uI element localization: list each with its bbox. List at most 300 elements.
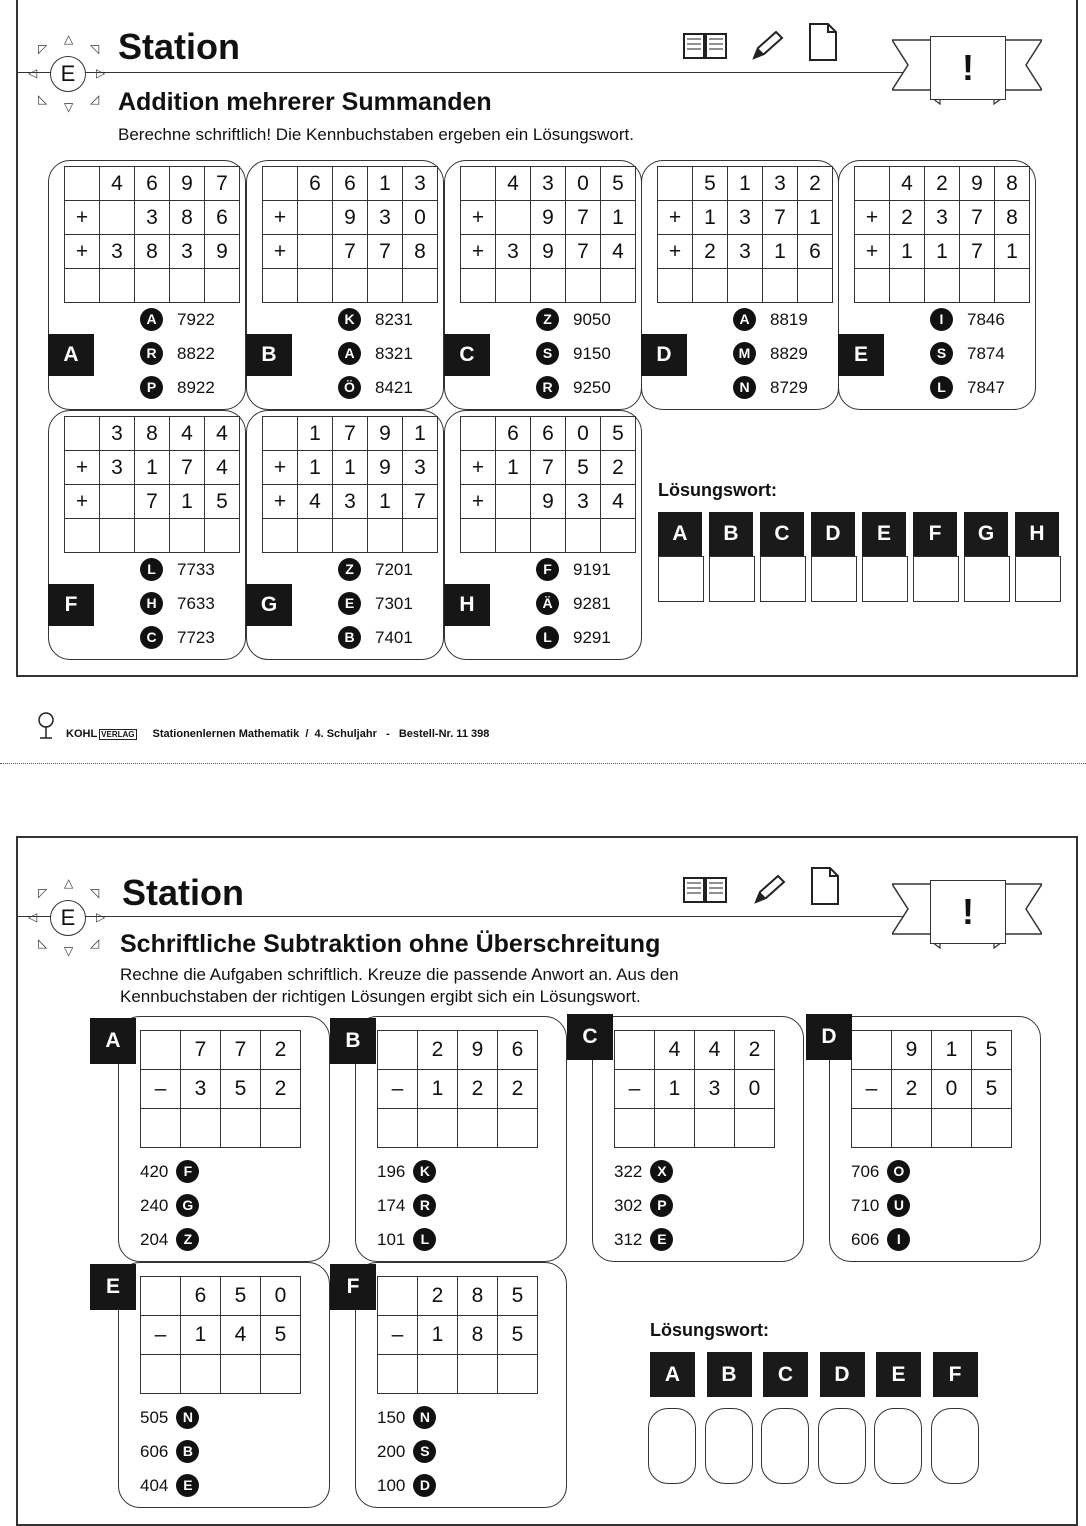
- digit-cell: 5: [972, 1070, 1012, 1109]
- book-icon: [682, 874, 728, 906]
- digit-cell: 1: [925, 235, 960, 269]
- answer-cell[interactable]: [181, 1355, 221, 1394]
- option-letter-badge: E: [338, 592, 361, 615]
- option-value: 606: [851, 1229, 880, 1249]
- banner-mark: !: [930, 880, 1006, 944]
- answer-option[interactable]: [338, 592, 413, 615]
- answer-cell[interactable]: [461, 519, 496, 553]
- answer-cell[interactable]: [221, 1355, 261, 1394]
- option-value: 7301: [375, 593, 413, 613]
- option-letter-badge: X: [650, 1160, 673, 1183]
- answer-option[interactable]: [140, 342, 215, 365]
- digit-cell: 5: [601, 167, 636, 201]
- answer-cell[interactable]: [458, 1355, 498, 1394]
- answer-option[interactable]: [614, 1228, 673, 1251]
- answer-cell[interactable]: [601, 519, 636, 553]
- tree-logo-icon: [34, 712, 64, 740]
- answer-cell[interactable]: [261, 1355, 301, 1394]
- answer-option[interactable]: [377, 1194, 436, 1217]
- answer-cell[interactable]: [498, 1355, 538, 1394]
- task-label: C: [444, 334, 490, 376]
- option-letter-badge: P: [140, 376, 163, 399]
- option-letter-badge: R: [536, 376, 559, 399]
- solution-letter-box[interactable]: [648, 1408, 696, 1484]
- digit-cell: 9: [960, 167, 995, 201]
- answer-cell[interactable]: [531, 519, 566, 553]
- option-letter-badge: A: [733, 308, 756, 331]
- answer-option[interactable]: [851, 1194, 910, 1217]
- solution-letter-box[interactable]: [658, 556, 704, 602]
- answer-cell[interactable]: [378, 1355, 418, 1394]
- answer-cell[interactable]: [298, 519, 333, 553]
- answer-cell[interactable]: [925, 269, 960, 303]
- answer-cell[interactable]: [655, 1109, 695, 1148]
- digit-cell: 3: [170, 235, 205, 269]
- digit-cell: 2: [261, 1070, 301, 1109]
- digit-cell: 0: [566, 167, 601, 201]
- digit-cell: 3: [531, 167, 566, 201]
- option-letter-badge: R: [413, 1194, 436, 1217]
- digit-cell: 7: [333, 235, 368, 269]
- digit-cell: 3: [368, 201, 403, 235]
- answer-cell[interactable]: [932, 1109, 972, 1148]
- digit-cell: 1: [418, 1316, 458, 1355]
- instruction-text: Berechne schriftlich! Die Kennbuchstaben ergeben ein Lösungswort.: [118, 125, 634, 144]
- answer-option[interactable]: [140, 1194, 199, 1217]
- digit-cell: 1: [728, 167, 763, 201]
- addition-grid: [262, 416, 438, 553]
- option-value: 7847: [967, 377, 1005, 397]
- answer-cell[interactable]: [205, 269, 240, 303]
- option-letter-badge: Z: [176, 1228, 199, 1251]
- answer-option[interactable]: [140, 558, 215, 581]
- option-letter-badge: L: [140, 558, 163, 581]
- option-letter-badge: E: [176, 1474, 199, 1497]
- digit-cell: 4: [890, 167, 925, 201]
- solution-letter-box[interactable]: [874, 1408, 922, 1484]
- digit-cell: [100, 201, 135, 235]
- solution-letter-box[interactable]: [964, 556, 1010, 602]
- answer-option[interactable]: [733, 308, 808, 331]
- digit-cell: 1: [181, 1316, 221, 1355]
- digit-cell: [378, 1031, 418, 1070]
- answer-cell[interactable]: [221, 1109, 261, 1148]
- digit-cell: 3: [100, 235, 135, 269]
- answer-option[interactable]: [338, 626, 413, 649]
- answer-cell[interactable]: [403, 519, 438, 553]
- solution-letter-header: C: [760, 512, 804, 556]
- digit-cell: 5: [261, 1316, 301, 1355]
- digit-cell: 6: [798, 235, 833, 269]
- answer-option[interactable]: [536, 376, 611, 399]
- digit-cell: 8: [458, 1316, 498, 1355]
- answer-cell[interactable]: [65, 519, 100, 553]
- publisher-tag: VERLAG: [101, 730, 135, 739]
- sheet-subtitle: Addition mehrerer Summanden: [118, 88, 492, 116]
- option-value: 7874: [967, 343, 1005, 363]
- digit-cell: 9: [531, 235, 566, 269]
- answer-option[interactable]: [140, 1228, 199, 1251]
- option-letter-badge: K: [338, 308, 361, 331]
- digit-cell: +: [461, 485, 496, 519]
- answer-cell[interactable]: [615, 1109, 655, 1148]
- task-label: D: [806, 1014, 852, 1060]
- option-letter-badge: G: [176, 1194, 199, 1217]
- option-value: 240: [140, 1195, 169, 1215]
- digit-cell: +: [263, 235, 298, 269]
- answer-cell[interactable]: [695, 1109, 735, 1148]
- digit-cell: 7: [403, 485, 438, 519]
- station-letter: E: [50, 56, 86, 92]
- option-letter-badge: E: [650, 1228, 673, 1251]
- answer-cell[interactable]: [141, 1355, 181, 1394]
- digit-cell: 6: [496, 417, 531, 451]
- solution-letter-header: A: [650, 1352, 695, 1397]
- answer-cell[interactable]: [403, 269, 438, 303]
- digit-cell: 3: [135, 201, 170, 235]
- answer-cell[interactable]: [960, 269, 995, 303]
- digit-cell: 5: [566, 451, 601, 485]
- digit-cell: 7: [763, 201, 798, 235]
- answer-cell[interactable]: [658, 269, 693, 303]
- digit-cell: 3: [403, 167, 438, 201]
- answer-cell[interactable]: [566, 519, 601, 553]
- option-letter-badge: Ö: [338, 376, 361, 399]
- option-letter-badge: N: [733, 376, 756, 399]
- option-letter-badge: R: [140, 342, 163, 365]
- digit-cell: 3: [925, 201, 960, 235]
- answer-cell[interactable]: [205, 519, 240, 553]
- answer-cell[interactable]: [498, 1109, 538, 1148]
- subtraction-grid: [377, 1030, 538, 1148]
- answer-cell[interactable]: [65, 269, 100, 303]
- answer-option[interactable]: [930, 342, 1005, 365]
- banner-mark: !: [930, 36, 1006, 100]
- answer-option[interactable]: [338, 342, 413, 365]
- task-label: F: [330, 1264, 376, 1310]
- digit-cell: 3: [728, 201, 763, 235]
- answer-cell[interactable]: [728, 269, 763, 303]
- answer-cell[interactable]: [890, 269, 925, 303]
- banner-ribbon: [892, 24, 1042, 114]
- answer-cell[interactable]: [261, 1109, 301, 1148]
- answer-option[interactable]: [140, 376, 215, 399]
- task-label: E: [90, 1264, 136, 1310]
- option-letter-badge: B: [338, 626, 361, 649]
- digit-cell: 1: [333, 451, 368, 485]
- answer-option[interactable]: [614, 1160, 673, 1183]
- solution-letter-header: C: [763, 1352, 808, 1397]
- digit-cell: 4: [170, 417, 205, 451]
- answer-option[interactable]: [140, 1440, 199, 1463]
- digit-cell: [852, 1031, 892, 1070]
- answer-cell[interactable]: [170, 519, 205, 553]
- digit-cell: 1: [995, 235, 1030, 269]
- answer-cell[interactable]: [458, 1109, 498, 1148]
- option-letter-badge: N: [176, 1406, 199, 1429]
- answer-cell[interactable]: [496, 519, 531, 553]
- solution-letter-box[interactable]: [761, 1408, 809, 1484]
- digit-cell: 6: [205, 201, 240, 235]
- option-letter-badge: I: [930, 308, 953, 331]
- digit-cell: 8: [135, 235, 170, 269]
- answer-option[interactable]: [338, 308, 413, 331]
- instruction-line-1: Rechne die Aufgaben schriftlich. Kreuze die passende Anwort an. Aus den: [120, 965, 679, 984]
- answer-cell[interactable]: [496, 269, 531, 303]
- task-label: B: [330, 1018, 376, 1064]
- task-label: B: [246, 334, 292, 376]
- digit-cell: 3: [695, 1070, 735, 1109]
- digit-cell: +: [65, 485, 100, 519]
- answer-option[interactable]: [930, 376, 1005, 399]
- publisher-name: KOHL: [66, 728, 98, 740]
- answer-cell[interactable]: [263, 519, 298, 553]
- option-letter-badge: L: [413, 1228, 436, 1251]
- option-letter-badge: K: [413, 1160, 436, 1183]
- answer-cell[interactable]: [333, 519, 368, 553]
- digit-cell: [100, 485, 135, 519]
- digit-cell: 7: [960, 235, 995, 269]
- answer-cell[interactable]: [135, 269, 170, 303]
- cut-line: [0, 763, 1086, 764]
- option-value: 200: [377, 1441, 406, 1461]
- digit-cell: 8: [458, 1277, 498, 1316]
- station-sun-badge: △ ▽ ◁ ▷ ◸ ◹ ◺ ◿ E: [28, 32, 106, 114]
- answer-cell[interactable]: [135, 519, 170, 553]
- solution-letter-box[interactable]: [862, 556, 908, 602]
- answer-cell[interactable]: [100, 269, 135, 303]
- answer-option[interactable]: [140, 1406, 199, 1429]
- option-value: 7846: [967, 309, 1005, 329]
- digit-cell: +: [263, 451, 298, 485]
- answer-cell[interactable]: [892, 1109, 932, 1148]
- digit-cell: 3: [100, 451, 135, 485]
- option-value: 710: [851, 1195, 880, 1215]
- answer-cell[interactable]: [855, 269, 890, 303]
- answer-option[interactable]: [851, 1160, 910, 1183]
- digit-cell: 1: [368, 167, 403, 201]
- digit-cell: 5: [972, 1031, 1012, 1070]
- answer-option[interactable]: [140, 308, 215, 331]
- answer-option[interactable]: [536, 308, 611, 331]
- footer-text: Stationenlernen Mathematik / 4. Schuljahr - Bestell-Nr. 11 398: [152, 728, 490, 740]
- answer-cell[interactable]: [378, 1109, 418, 1148]
- answer-cell[interactable]: [995, 269, 1030, 303]
- option-value: 196: [377, 1161, 406, 1181]
- digit-cell: 5: [498, 1277, 538, 1316]
- answer-cell[interactable]: [181, 1109, 221, 1148]
- answer-option[interactable]: [851, 1228, 910, 1251]
- solution-letter-box[interactable]: [913, 556, 959, 602]
- digit-cell: 6: [531, 417, 566, 451]
- digit-cell: 8: [403, 235, 438, 269]
- answer-option[interactable]: [733, 342, 808, 365]
- solution-letter-box[interactable]: [760, 556, 806, 602]
- digit-cell: [263, 417, 298, 451]
- answer-option[interactable]: [614, 1194, 673, 1217]
- option-value: 7201: [375, 559, 413, 579]
- digit-cell: 4: [655, 1031, 695, 1070]
- digit-cell: 5: [205, 485, 240, 519]
- option-value: 9191: [573, 559, 611, 579]
- digit-cell: 1: [496, 451, 531, 485]
- answer-option[interactable]: [536, 592, 611, 615]
- answer-option[interactable]: [536, 342, 611, 365]
- answer-option[interactable]: [733, 376, 808, 399]
- digit-cell: 1: [601, 201, 636, 235]
- answer-option[interactable]: [377, 1160, 436, 1183]
- digit-cell: 1: [298, 451, 333, 485]
- option-letter-badge: Ä: [536, 592, 559, 615]
- digit-cell: 9: [531, 485, 566, 519]
- option-value: 9150: [573, 343, 611, 363]
- answer-cell[interactable]: [418, 1355, 458, 1394]
- digit-cell: 3: [403, 451, 438, 485]
- answer-cell[interactable]: [461, 269, 496, 303]
- digit-cell: 5: [221, 1070, 261, 1109]
- digit-cell: 9: [458, 1031, 498, 1070]
- subtraction-grid: [851, 1030, 1012, 1148]
- solution-letter-box[interactable]: [705, 1408, 753, 1484]
- answer-cell[interactable]: [798, 269, 833, 303]
- digit-cell: 7: [221, 1031, 261, 1070]
- addition-grid: [262, 166, 438, 303]
- digit-cell: 5: [693, 167, 728, 201]
- answer-option[interactable]: [377, 1228, 436, 1251]
- answer-cell[interactable]: [333, 269, 368, 303]
- option-value: 8829: [770, 343, 808, 363]
- addition-grid: [460, 166, 636, 303]
- option-value: 7922: [177, 309, 215, 329]
- task-label: F: [48, 584, 94, 626]
- digit-cell: 7: [368, 235, 403, 269]
- digit-cell: +: [658, 235, 693, 269]
- answer-option[interactable]: [377, 1406, 436, 1429]
- answer-cell[interactable]: [263, 269, 298, 303]
- digit-cell: 7: [205, 167, 240, 201]
- option-value: 302: [614, 1195, 643, 1215]
- answer-cell[interactable]: [418, 1109, 458, 1148]
- solution-letter-header: G: [964, 512, 1008, 556]
- document-icon: [810, 866, 840, 906]
- digit-cell: +: [65, 451, 100, 485]
- solution-letter-box[interactable]: [709, 556, 755, 602]
- answer-cell[interactable]: [298, 269, 333, 303]
- option-value: 100: [377, 1475, 406, 1495]
- digit-cell: 1: [368, 485, 403, 519]
- sheet-subtitle: Schriftliche Subtraktion ohne Überschreitung: [120, 930, 661, 958]
- solution-letter-header: F: [933, 1352, 978, 1397]
- digit-cell: [65, 417, 100, 451]
- answer-option[interactable]: [338, 376, 413, 399]
- option-letter-badge: M: [733, 342, 756, 365]
- digit-cell: 2: [458, 1070, 498, 1109]
- digit-cell: 1: [135, 451, 170, 485]
- solution-letter-box[interactable]: [818, 1408, 866, 1484]
- option-value: 7733: [177, 559, 215, 579]
- option-value: 7723: [177, 627, 215, 647]
- answer-cell[interactable]: [100, 519, 135, 553]
- answer-cell[interactable]: [141, 1109, 181, 1148]
- option-value: 322: [614, 1161, 643, 1181]
- digit-cell: 4: [298, 485, 333, 519]
- subtraction-grid: [377, 1276, 538, 1394]
- digit-cell: 1: [403, 417, 438, 451]
- answer-option[interactable]: [536, 626, 611, 649]
- option-value: 8922: [177, 377, 215, 397]
- option-letter-badge: A: [338, 342, 361, 365]
- answer-cell[interactable]: [972, 1109, 1012, 1148]
- answer-cell[interactable]: [531, 269, 566, 303]
- digit-cell: 1: [932, 1031, 972, 1070]
- digit-cell: 5: [601, 417, 636, 451]
- digit-cell: 8: [995, 201, 1030, 235]
- solution-letter-box[interactable]: [811, 556, 857, 602]
- solution-letter-box[interactable]: [1015, 556, 1061, 602]
- option-value: 150: [377, 1407, 406, 1427]
- answer-option[interactable]: [140, 1474, 199, 1497]
- solution-letter-box[interactable]: [931, 1408, 979, 1484]
- option-letter-badge: L: [930, 376, 953, 399]
- answer-cell[interactable]: [170, 269, 205, 303]
- answer-option[interactable]: [536, 558, 611, 581]
- digit-cell: 6: [181, 1277, 221, 1316]
- option-letter-badge: B: [176, 1440, 199, 1463]
- option-value: 9281: [573, 593, 611, 613]
- answer-option[interactable]: [930, 308, 1005, 331]
- digit-cell: [141, 1031, 181, 1070]
- answer-cell[interactable]: [763, 269, 798, 303]
- solution-letter-header: B: [709, 512, 753, 556]
- solution-letter-header: A: [658, 512, 702, 556]
- answer-cell[interactable]: [693, 269, 728, 303]
- option-letter-badge: A: [140, 308, 163, 331]
- digit-cell: 3: [496, 235, 531, 269]
- digit-cell: 7: [960, 201, 995, 235]
- digit-cell: +: [65, 235, 100, 269]
- digit-cell: 9: [170, 167, 205, 201]
- digit-cell: [855, 167, 890, 201]
- answer-option[interactable]: [338, 558, 413, 581]
- digit-cell: –: [378, 1316, 418, 1355]
- instruction-line-2: Kennbuchstaben der richtigen Lösungen ergibt sich ein Lösungswort.: [120, 987, 641, 1006]
- answer-cell[interactable]: [735, 1109, 775, 1148]
- answer-cell[interactable]: [601, 269, 636, 303]
- digit-cell: 9: [531, 201, 566, 235]
- answer-option[interactable]: [140, 626, 215, 649]
- digit-cell: 1: [890, 235, 925, 269]
- option-value: 9050: [573, 309, 611, 329]
- option-value: 204: [140, 1229, 169, 1249]
- answer-option[interactable]: [377, 1440, 436, 1463]
- option-letter-badge: Z: [338, 558, 361, 581]
- solution-letter-header: F: [913, 512, 957, 556]
- digit-cell: 5: [498, 1316, 538, 1355]
- answer-option[interactable]: [377, 1474, 436, 1497]
- digit-cell: +: [65, 201, 100, 235]
- answer-cell[interactable]: [368, 269, 403, 303]
- option-letter-badge: S: [930, 342, 953, 365]
- digit-cell: 6: [135, 167, 170, 201]
- answer-option[interactable]: [140, 1160, 199, 1183]
- digit-cell: 3: [728, 235, 763, 269]
- answer-cell[interactable]: [368, 519, 403, 553]
- digit-cell: 3: [566, 485, 601, 519]
- answer-cell[interactable]: [566, 269, 601, 303]
- digit-cell: +: [263, 201, 298, 235]
- answer-cell[interactable]: [852, 1109, 892, 1148]
- answer-option[interactable]: [140, 592, 215, 615]
